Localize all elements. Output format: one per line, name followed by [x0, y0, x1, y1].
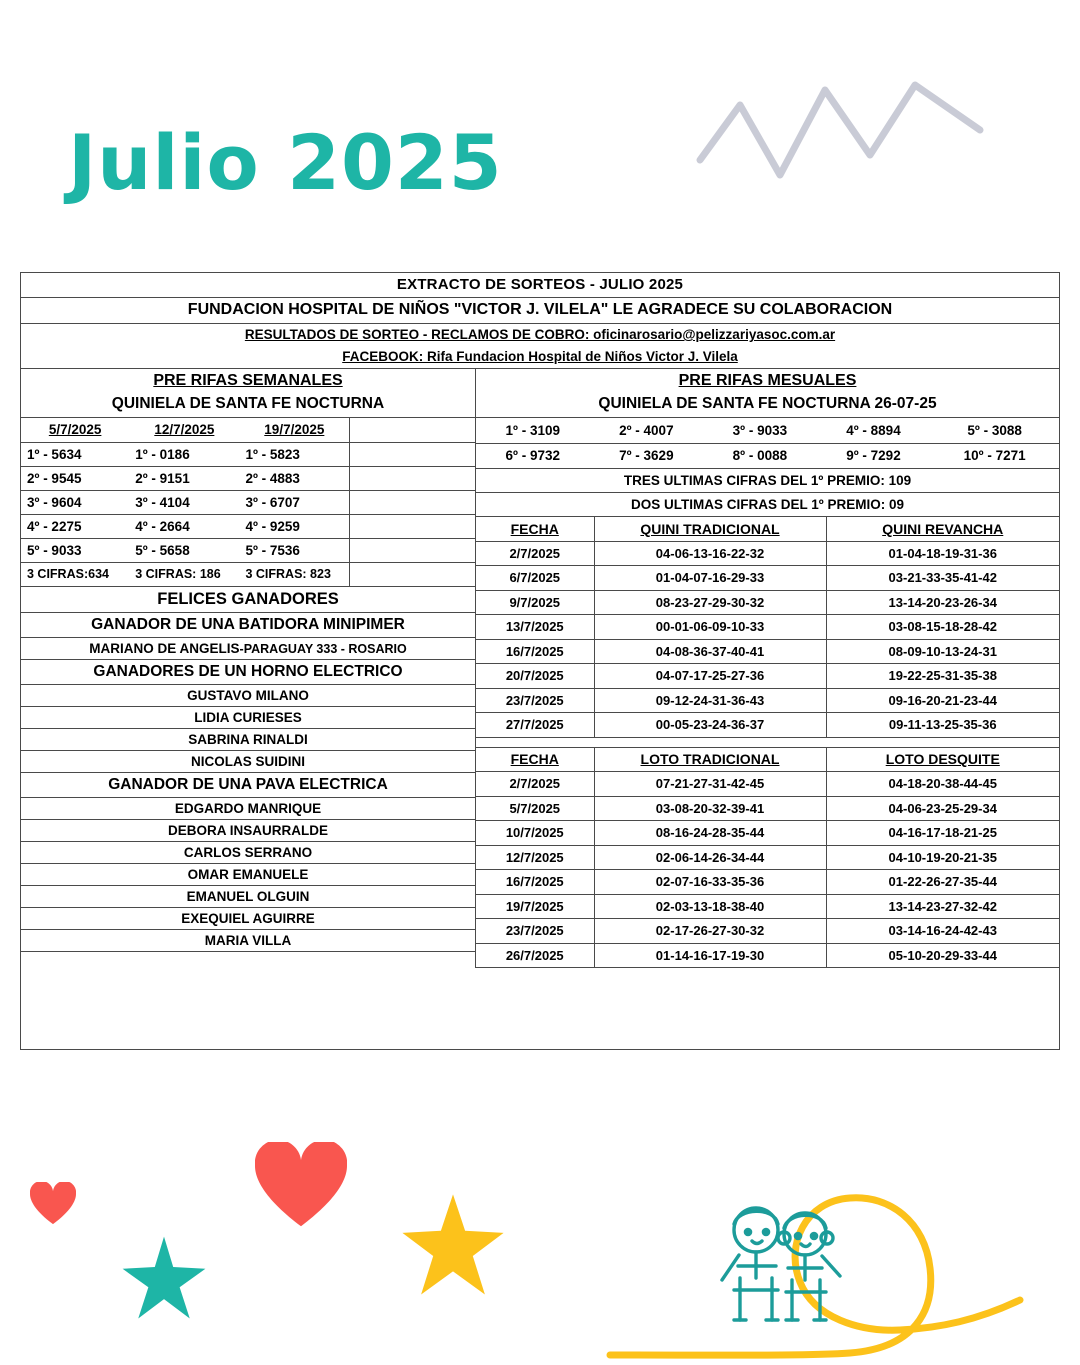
- premio-3: 3º - 9033: [703, 418, 817, 443]
- table-row: 13/7/2025 00-01-06-09-10-33 03-08-15-18-28-42: [476, 615, 1059, 640]
- table-row: [21, 514, 475, 538]
- premio-7: 7º - 3629: [590, 443, 704, 468]
- list-item: LIDIA CURIESES: [21, 707, 475, 729]
- week-date-1: 5/7/2025: [21, 418, 129, 442]
- week3-prize2: 2º - 4883: [239, 466, 349, 490]
- premio-4: 4º - 8894: [817, 418, 931, 443]
- week2-prize5: 5º - 5658: [129, 538, 239, 562]
- week1-prize2: 2º - 9545: [21, 466, 129, 490]
- list-item: EMANUEL OLGUIN: [21, 886, 475, 908]
- table-row: [21, 466, 475, 490]
- table-row: 10/7/2025 08-16-24-28-35-44 04-16-17-18-21-25: [476, 821, 1059, 846]
- table-row: 23/7/2025 02-17-26-27-30-32 03-14-16-24-42-43: [476, 919, 1059, 944]
- week2-three-digits: 3 CIFRAS: 186: [129, 562, 239, 586]
- table-row: [21, 442, 475, 466]
- tres-ultimas-cifras: TRES ULTIMAS CIFRAS DEL 1º PREMIO: 109: [476, 469, 1059, 493]
- premio-8: 8º - 0088: [703, 443, 817, 468]
- week2-prize4: 4º - 2664: [129, 514, 239, 538]
- kids-illustration: [600, 1150, 1030, 1365]
- table-row: 16/7/2025 02-07-16-33-35-36 01-22-26-27-35-44: [476, 870, 1059, 895]
- week2-prize2: 2º - 9151: [129, 466, 239, 490]
- week2-prize3: 3º - 4104: [129, 490, 239, 514]
- table-row: 2/7/2025 07-21-27-31-42-45 04-18-20-38-44-45: [476, 772, 1059, 797]
- list-item: SABRINA RINALDI: [21, 729, 475, 751]
- table-row: [21, 562, 475, 586]
- dos-ultimas-cifras: DOS ULTIMAS CIFRAS DEL 1º PREMIO: 09: [476, 493, 1059, 517]
- week3-prize1: 1º - 5823: [239, 442, 349, 466]
- loto-header-desquite: LOTO DESQUITE: [826, 747, 1059, 772]
- sheet-columns: [21, 369, 1059, 968]
- loto-results-table: [476, 747, 1059, 969]
- table-row: [476, 443, 1059, 468]
- week-date-2: 12/7/2025: [129, 418, 239, 442]
- premio-9: 9º - 7292: [817, 443, 931, 468]
- table-row: 19/7/2025 02-03-13-18-38-40 13-14-23-27-32-42: [476, 894, 1059, 919]
- heart-icon-small: [30, 1182, 76, 1226]
- week1-prize3: 3º - 9604: [21, 490, 129, 514]
- squiggle-decoration: [695, 70, 985, 200]
- table-row: [476, 517, 1059, 542]
- page-header: [0, 0, 1080, 255]
- sheet-title: EXTRACTO DE SORTEOS - JULIO 2025: [21, 273, 1059, 298]
- quini-header-fecha: FECHA: [476, 517, 594, 542]
- list-item: GUSTAVO MILANO: [21, 685, 475, 707]
- heart-icon-large: [255, 1142, 347, 1230]
- right-heading-2: QUINIELA DE SANTA FE NOCTURNA 26-07-25: [476, 392, 1059, 418]
- table-row: 5/7/2025 03-08-20-32-39-41 04-06-23-25-29-34: [476, 796, 1059, 821]
- section-spacer: [476, 738, 1059, 747]
- week3-prize4: 4º - 9259: [239, 514, 349, 538]
- quini-results-table: [476, 517, 1059, 738]
- table-row: [476, 747, 1059, 772]
- footer-decorations: [0, 1050, 1080, 1350]
- list-item: NICOLAS SUIDINI: [21, 751, 475, 773]
- week1-three-digits: 3 CIFRAS:634: [21, 562, 129, 586]
- facebook-line: FACEBOOK: Rifa Fundacion Hospital de Niños Victor J. Vilela: [21, 346, 1059, 369]
- week-date-3: 19/7/2025: [239, 418, 349, 442]
- loto-header-fecha: FECHA: [476, 747, 594, 772]
- list-item: EDGARDO MANRIQUE: [21, 798, 475, 820]
- week1-prize5: 5º - 9033: [21, 538, 129, 562]
- table-row: 9/7/2025 08-23-27-29-30-32 13-14-20-23-26-34: [476, 590, 1059, 615]
- table-row: 23/7/2025 09-12-24-31-36-43 09-16-20-21-23-44: [476, 688, 1059, 713]
- star-icon-teal: [118, 1232, 210, 1324]
- list-item: OMAR EMANUELE: [21, 864, 475, 886]
- monthly-premios-table: [476, 418, 1059, 469]
- prize1-winner: [21, 638, 475, 660]
- contact-line: RESULTADOS DE SORTEO - RECLAMOS DE COBRO: oficinarosario@pelizzariyasoc.com.ar: [244, 327, 836, 342]
- premio-5: 5º - 3088: [930, 418, 1059, 443]
- list-item: CARLOS SERRANO: [21, 842, 475, 864]
- table-row: 16/7/2025 04-08-36-37-40-41 08-09-10-13-24-31: [476, 639, 1059, 664]
- week1-prize1: 1º - 5634: [21, 442, 129, 466]
- list-item: EXEQUIEL AGUIRRE: [21, 908, 475, 930]
- list-item: DEBORA INSAURRALDE: [21, 820, 475, 842]
- table-row: 20/7/2025 04-07-17-25-27-36 19-22-25-31-35-38: [476, 664, 1059, 689]
- loto-header-tradicional: LOTO TRADICIONAL: [594, 747, 826, 772]
- left-column: [21, 369, 476, 968]
- table-row-dates: [21, 418, 475, 442]
- left-heading-1: PRE RIFAS SEMANALES: [153, 372, 343, 389]
- week1-prize4: 4º - 2275: [21, 514, 129, 538]
- left-heading-2: QUINIELA DE SANTA FE NOCTURNA: [21, 392, 475, 418]
- list-item: MARIA VILLA: [21, 930, 475, 952]
- table-row: [476, 418, 1059, 443]
- table-row: [21, 490, 475, 514]
- quini-header-tradicional: QUINI TRADICIONAL: [594, 517, 826, 542]
- foundation-line: FUNDACION HOSPITAL DE NIÑOS "VICTOR J. VILELA" LE AGRADECE SU COLABORACION: [21, 298, 1059, 324]
- table-row: 12/7/2025 02-06-14-26-34-44 04-10-19-20-21-35: [476, 845, 1059, 870]
- week3-prize3: 3º - 6707: [239, 490, 349, 514]
- page-title: Julio 2025: [68, 118, 503, 207]
- table-row: [21, 538, 475, 562]
- prize1-title: GANADOR DE UNA BATIDORA MINIPIMER: [21, 613, 475, 638]
- quini-header-revancha: QUINI REVANCHA: [826, 517, 1059, 542]
- table-row: 2/7/2025 04-06-13-16-22-32 01-04-18-19-31-36: [476, 541, 1059, 566]
- prize1-winner-name: MARIANO DE ANGELIS: [89, 640, 240, 656]
- week2-prize1: 1º - 0186: [129, 442, 239, 466]
- week-date-4-empty: [350, 418, 475, 442]
- weekly-prerifas-table: [21, 418, 475, 587]
- lottery-results-sheet: [20, 272, 1060, 1050]
- prize2-title: GANADORES DE UN HORNO ELECTRICO: [21, 660, 475, 685]
- star-icon-yellow: [398, 1190, 508, 1300]
- premio-1: 1º - 3109: [476, 418, 590, 443]
- premio-6: 6º - 9732: [476, 443, 590, 468]
- table-row: 27/7/2025 00-05-23-24-36-37 09-11-13-25-35-36: [476, 713, 1059, 738]
- week3-prize5: 5º - 7536: [239, 538, 349, 562]
- premio-2: 2º - 4007: [590, 418, 704, 443]
- prize3-title: GANADOR DE UNA PAVA ELECTRICA: [21, 773, 475, 798]
- table-row: 26/7/2025 01-14-16-17-19-30 05-10-20-29-33-44: [476, 943, 1059, 968]
- prize1-winner-address: -PARAGUAY 333 - ROSARIO: [239, 641, 407, 656]
- right-heading-1: PRE RIFAS MESUALES: [678, 372, 857, 389]
- premio-10: 10º - 7271: [930, 443, 1059, 468]
- winners-title: FELICES GANADORES: [21, 587, 475, 613]
- right-column: [476, 369, 1059, 968]
- week3-three-digits: 3 CIFRAS: 823: [239, 562, 349, 586]
- table-row: 6/7/2025 01-04-07-16-29-33 03-21-33-35-41-42: [476, 566, 1059, 591]
